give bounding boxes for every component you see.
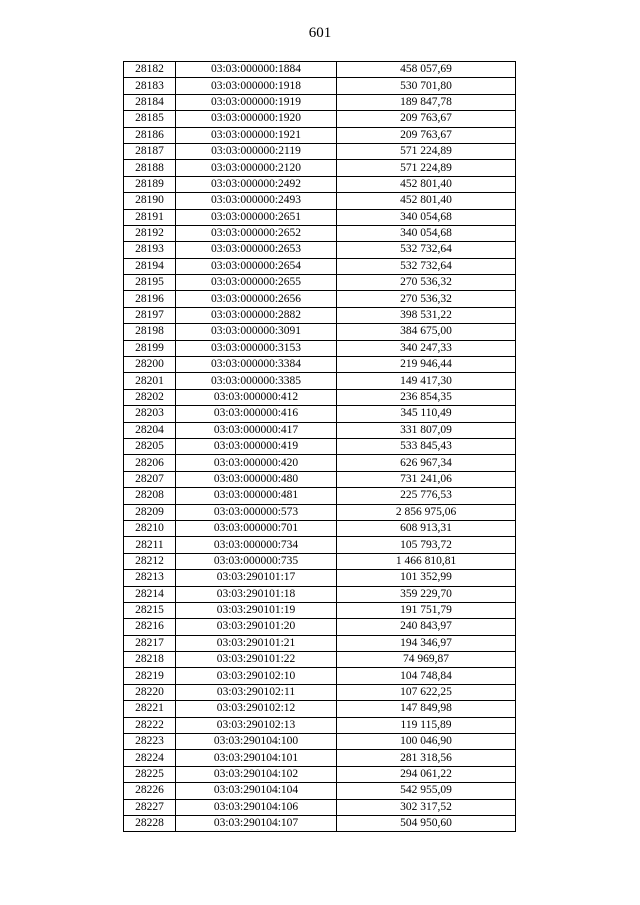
row-number-cell: 28218	[124, 652, 176, 668]
cadastral-number-cell: 03:03:290104:101	[176, 750, 337, 766]
row-number-cell: 28184	[124, 94, 176, 110]
row-number-cell: 28212	[124, 553, 176, 569]
table-row	[124, 553, 516, 569]
row-number-cell: 28195	[124, 275, 176, 291]
table-row	[124, 438, 516, 454]
cadastral-number-cell: 03:03:000000:2653	[176, 242, 337, 258]
value-cell: 209 763,67	[337, 127, 516, 143]
cadastral-number-cell: 03:03:000000:2120	[176, 160, 337, 176]
cadastral-number-cell: 03:03:000000:2651	[176, 209, 337, 225]
value-cell: 2 856 975,06	[337, 504, 516, 520]
cadastral-number-cell: 03:03:000000:1884	[176, 62, 337, 78]
row-number-cell: 28196	[124, 291, 176, 307]
value-cell: 101 352,99	[337, 570, 516, 586]
table-row	[124, 815, 516, 831]
table-row	[124, 111, 516, 127]
value-cell: 1 466 810,81	[337, 553, 516, 569]
row-number-cell: 28222	[124, 717, 176, 733]
table-row	[124, 537, 516, 553]
table-row	[124, 242, 516, 258]
table-row	[124, 455, 516, 471]
row-number-cell: 28185	[124, 111, 176, 127]
value-cell: 571 224,89	[337, 143, 516, 159]
row-number-cell: 28201	[124, 373, 176, 389]
value-cell: 530 701,80	[337, 78, 516, 94]
table-row	[124, 324, 516, 340]
table-row	[124, 160, 516, 176]
row-number-cell: 28209	[124, 504, 176, 520]
value-cell: 104 748,84	[337, 668, 516, 684]
cadastral-number-cell: 03:03:290101:19	[176, 602, 337, 618]
cadastral-number-cell: 03:03:000000:419	[176, 438, 337, 454]
row-number-cell: 28194	[124, 258, 176, 274]
value-cell: 219 946,44	[337, 357, 516, 373]
table-row	[124, 766, 516, 782]
cadastral-number-cell: 03:03:000000:480	[176, 471, 337, 487]
row-number-cell: 28221	[124, 701, 176, 717]
value-cell: 533 845,43	[337, 438, 516, 454]
table-row	[124, 340, 516, 356]
row-number-cell: 28198	[124, 324, 176, 340]
value-cell: 270 536,32	[337, 291, 516, 307]
cadastral-number-cell: 03:03:000000:3153	[176, 340, 337, 356]
value-cell: 384 675,00	[337, 324, 516, 340]
table-row	[124, 127, 516, 143]
row-number-cell: 28217	[124, 635, 176, 651]
cadastral-number-cell: 03:03:290104:102	[176, 766, 337, 782]
value-cell: 452 801,40	[337, 193, 516, 209]
cadastral-number-cell: 03:03:000000:417	[176, 422, 337, 438]
value-cell: 119 115,89	[337, 717, 516, 733]
value-cell: 281 318,56	[337, 750, 516, 766]
cadastral-number-cell: 03:03:290104:104	[176, 783, 337, 799]
row-number-cell: 28225	[124, 766, 176, 782]
table-row	[124, 143, 516, 159]
cadastral-number-cell: 03:03:000000:2492	[176, 176, 337, 192]
cadastral-number-cell: 03:03:000000:481	[176, 488, 337, 504]
cadastral-value-table	[123, 61, 516, 832]
row-number-cell: 28216	[124, 619, 176, 635]
table-row	[124, 291, 516, 307]
table-row	[124, 750, 516, 766]
table-row	[124, 258, 516, 274]
cadastral-number-cell: 03:03:000000:2656	[176, 291, 337, 307]
row-number-cell: 28224	[124, 750, 176, 766]
cadastral-number-cell: 03:03:290104:100	[176, 734, 337, 750]
value-cell: 100 046,90	[337, 734, 516, 750]
row-number-cell: 28215	[124, 602, 176, 618]
cadastral-number-cell: 03:03:000000:412	[176, 389, 337, 405]
value-cell: 302 317,52	[337, 799, 516, 815]
cadastral-number-cell: 03:03:000000:2652	[176, 225, 337, 241]
row-number-cell: 28214	[124, 586, 176, 602]
table-row	[124, 357, 516, 373]
cadastral-number-cell: 03:03:290104:107	[176, 815, 337, 831]
cadastral-number-cell: 03:03:290101:18	[176, 586, 337, 602]
cadastral-number-cell: 03:03:000000:573	[176, 504, 337, 520]
row-number-cell: 28187	[124, 143, 176, 159]
value-cell: 542 955,09	[337, 783, 516, 799]
row-number-cell: 28191	[124, 209, 176, 225]
cadastral-number-cell: 03:03:000000:2655	[176, 275, 337, 291]
value-cell: 149 417,30	[337, 373, 516, 389]
row-number-cell: 28208	[124, 488, 176, 504]
table-row	[124, 799, 516, 815]
table-row	[124, 586, 516, 602]
table-row	[124, 389, 516, 405]
table-row	[124, 488, 516, 504]
cadastral-number-cell: 03:03:000000:1919	[176, 94, 337, 110]
value-cell: 209 763,67	[337, 111, 516, 127]
row-number-cell: 28219	[124, 668, 176, 684]
row-number-cell: 28227	[124, 799, 176, 815]
cadastral-number-cell: 03:03:000000:2882	[176, 307, 337, 323]
row-number-cell: 28213	[124, 570, 176, 586]
value-cell: 236 854,35	[337, 389, 516, 405]
cadastral-number-cell: 03:03:290104:106	[176, 799, 337, 815]
table-row	[124, 193, 516, 209]
table-row	[124, 734, 516, 750]
cadastral-number-cell: 03:03:290101:21	[176, 635, 337, 651]
table-row	[124, 78, 516, 94]
table-row	[124, 668, 516, 684]
table-row	[124, 520, 516, 536]
value-cell: 294 061,22	[337, 766, 516, 782]
row-number-cell: 28190	[124, 193, 176, 209]
cadastral-number-cell: 03:03:000000:1918	[176, 78, 337, 94]
cadastral-number-cell: 03:03:290102:10	[176, 668, 337, 684]
row-number-cell: 28223	[124, 734, 176, 750]
value-cell: 331 807,09	[337, 422, 516, 438]
table-row	[124, 701, 516, 717]
value-cell: 189 847,78	[337, 94, 516, 110]
cadastral-number-cell: 03:03:000000:735	[176, 553, 337, 569]
table-row	[124, 619, 516, 635]
value-cell: 458 057,69	[337, 62, 516, 78]
cadastral-number-cell: 03:03:000000:420	[176, 455, 337, 471]
cadastral-number-cell: 03:03:290102:12	[176, 701, 337, 717]
table-row	[124, 783, 516, 799]
row-number-cell: 28182	[124, 62, 176, 78]
value-cell: 107 622,25	[337, 684, 516, 700]
value-cell: 452 801,40	[337, 176, 516, 192]
row-number-cell: 28207	[124, 471, 176, 487]
row-number-cell: 28199	[124, 340, 176, 356]
page-number: 601	[308, 25, 332, 41]
row-number-cell: 28189	[124, 176, 176, 192]
table-row	[124, 422, 516, 438]
table-row	[124, 275, 516, 291]
value-cell: 270 536,32	[337, 275, 516, 291]
cadastral-number-cell: 03:03:290102:13	[176, 717, 337, 733]
row-number-cell: 28202	[124, 389, 176, 405]
value-cell: 504 950,60	[337, 815, 516, 831]
table-row	[124, 635, 516, 651]
row-number-cell: 28192	[124, 225, 176, 241]
value-cell: 398 531,22	[337, 307, 516, 323]
value-cell: 340 247,33	[337, 340, 516, 356]
value-cell: 345 110,49	[337, 406, 516, 422]
row-number-cell: 28203	[124, 406, 176, 422]
value-cell: 731 241,06	[337, 471, 516, 487]
table-row	[124, 570, 516, 586]
value-cell: 571 224,89	[337, 160, 516, 176]
table-row	[124, 209, 516, 225]
value-cell: 626 967,34	[337, 455, 516, 471]
table-row	[124, 94, 516, 110]
cadastral-number-cell: 03:03:290101:17	[176, 570, 337, 586]
cadastral-number-cell: 03:03:000000:416	[176, 406, 337, 422]
row-number-cell: 28210	[124, 520, 176, 536]
cadastral-number-cell: 03:03:000000:3091	[176, 324, 337, 340]
cadastral-number-cell: 03:03:000000:1921	[176, 127, 337, 143]
row-number-cell: 28206	[124, 455, 176, 471]
row-number-cell: 28228	[124, 815, 176, 831]
cadastral-number-cell: 03:03:000000:701	[176, 520, 337, 536]
cadastral-number-cell: 03:03:000000:2493	[176, 193, 337, 209]
row-number-cell: 28188	[124, 160, 176, 176]
cadastral-number-cell: 03:03:000000:1920	[176, 111, 337, 127]
table-row	[124, 652, 516, 668]
row-number-cell: 28183	[124, 78, 176, 94]
row-number-cell: 28186	[124, 127, 176, 143]
table-row	[124, 373, 516, 389]
table-row	[124, 176, 516, 192]
value-cell: 532 732,64	[337, 242, 516, 258]
value-cell: 240 843,97	[337, 619, 516, 635]
table-row	[124, 471, 516, 487]
value-cell: 340 054,68	[337, 209, 516, 225]
table-row	[124, 684, 516, 700]
table-row	[124, 62, 516, 78]
table-row	[124, 307, 516, 323]
row-number-cell: 28193	[124, 242, 176, 258]
cadastral-number-cell: 03:03:000000:2119	[176, 143, 337, 159]
cadastral-number-cell: 03:03:290101:22	[176, 652, 337, 668]
cadastral-number-cell: 03:03:000000:3384	[176, 357, 337, 373]
table-row	[124, 717, 516, 733]
cadastral-number-cell: 03:03:000000:734	[176, 537, 337, 553]
cadastral-number-cell: 03:03:290101:20	[176, 619, 337, 635]
value-cell: 194 346,97	[337, 635, 516, 651]
row-number-cell: 28204	[124, 422, 176, 438]
value-cell: 359 229,70	[337, 586, 516, 602]
row-number-cell: 28200	[124, 357, 176, 373]
value-cell: 74 969,87	[337, 652, 516, 668]
value-cell: 225 776,53	[337, 488, 516, 504]
row-number-cell: 28205	[124, 438, 176, 454]
table-row	[124, 406, 516, 422]
table-row	[124, 602, 516, 618]
row-number-cell: 28220	[124, 684, 176, 700]
cadastral-number-cell: 03:03:000000:3385	[176, 373, 337, 389]
row-number-cell: 28211	[124, 537, 176, 553]
value-cell: 191 751,79	[337, 602, 516, 618]
table-body	[124, 62, 516, 832]
value-cell: 105 793,72	[337, 537, 516, 553]
cadastral-number-cell: 03:03:000000:2654	[176, 258, 337, 274]
value-cell: 608 913,31	[337, 520, 516, 536]
value-cell: 340 054,68	[337, 225, 516, 241]
row-number-cell: 28226	[124, 783, 176, 799]
cadastral-number-cell: 03:03:290102:11	[176, 684, 337, 700]
value-cell: 532 732,64	[337, 258, 516, 274]
table-row	[124, 504, 516, 520]
row-number-cell: 28197	[124, 307, 176, 323]
table-row	[124, 225, 516, 241]
value-cell: 147 849,98	[337, 701, 516, 717]
